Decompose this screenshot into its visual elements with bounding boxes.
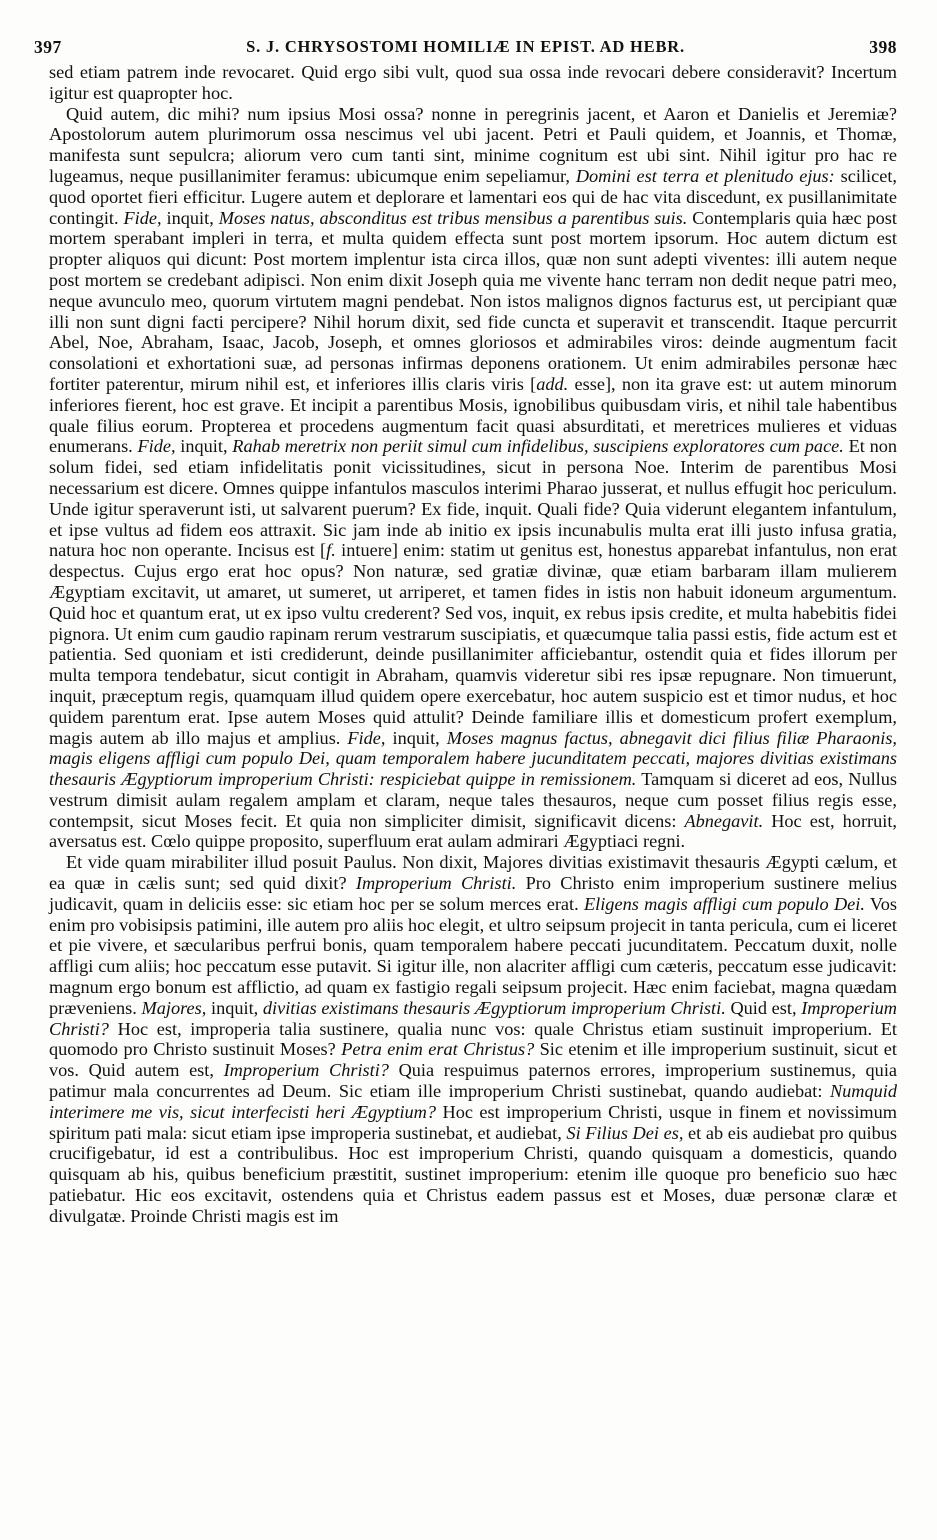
italic-text: Fide, (347, 727, 386, 748)
italic-text: Domini est terra et plenitudo ejus: (575, 165, 835, 186)
text-run: Tamquam si diceret ad eos, Nullus vestrum dimisit aulam regalem amplam et claram, neque tales thesauros, neque cum posset filius regis esse, contempsit, sicut Moses fecit. Et quia non simpliciter dimisit, significavit dicens: (49, 769, 897, 831)
italic-text: Improperium Christi. (355, 873, 517, 894)
text-run: inquit, (206, 997, 263, 1018)
italic-text: Numquid interimere me vis, sicut interfecisti heri Ægyptium? (49, 1081, 897, 1122)
italic-text: Moses natus, absconditus est tribus mensibus a parentibus suis. (218, 207, 688, 228)
text-run: inquit, (175, 436, 233, 457)
body-text (49, 62, 897, 1227)
text-run: Vos enim pro vobisipsis patimini, ille autem pro aliis hoc elegit, et ultro seipsum projecit in tanta pericula, cum ei liceret et pie vivere, et sæcularibus perfrui bonis, quam temporalem habere peccati jucunditatem. Peccatum duxit, nolle affligi cum aliis; hoc peccatum esse putavit. Si igitur ille, non alacriter affligi cum cæteris, peccatum esse judicavit: magnum ergo bonum est afflictio, ad quam ex fastigio regali seipsum projecit. Hæc enim faciebat, magna quædam præveniens. (49, 893, 897, 1018)
italic-text: Petra enim erat Christus? (341, 1039, 535, 1060)
text-run: inquit, (385, 727, 447, 748)
paragraph (49, 62, 897, 104)
italic-text: Abnegavit. (684, 810, 764, 831)
text-run: Hoc est improperium Christi, usque in finem et novissimum spiritum pati mala: sicut etiam ipse improperia sustinebat, et audiebat, (49, 1101, 897, 1143)
text-run: Pro Christo enim improperium sustinere melius judicavit, quam in deliciis esse: sic etiam hoc per se solum merces erat. (49, 873, 898, 914)
text-run: Contemplaris quia hæc post mortem sperabant impleri in terra, et multa quidem effecta sunt post mortem ipsorum. Hoc autem dictum est propter aliquos qui dicunt: Post mortem implentur ista circa illos, quæ non sunt adepti viventes: illi autem neque post mortem se credebant adipisci. Non enim dixit Joseph quia me vivente hanc terram non dedit neque patri meo, neque avunculo meo, quorum virtutem magni pendebat. Non istos malignos dignos facturus est, ut percipiant quæ illi non sunt digni facti percipere? Nihil horum dixit, sed fide cuncta et superavit et transcendit. Itaque percurrit Abel, Noe, Abraham, Isaac, Jacob, Joseph, et omnes gloriosos et admirabiles viros: deinde augmentum facit consolationi et exhortationi suæ, ad personas infirmas deponens orationem. Ut enim admirabiles personæ hæc fortiter paterentur, mirum nihil est, et inferiores illis claris viris [ (49, 207, 897, 394)
running-title: S. J. CHRYSOSTOMI HOMILIÆ IN EPIST. AD HEBR. (246, 37, 685, 56)
text-run: intuere] enim: statim ut genitus est, honestus apparebat infantulus, non erat despectus. Cujus ergo erat hoc opus? Non naturæ, sed gratiæ divinæ, quæ etiam barbaram illam mulierem Ægyptiam excitavit, ut amaret, ut sumeret, ut arriperet, et tamen fides in istis non habuit idoneum argumentum. Quid hoc et quantum erat, ut ex ipso vultu crederent? Sed vos, inquit, ex rebus ipsis credite, et multa habebitis fidei pignora. Ut enim cum gaudio rapinam rerum vestrarum suscipiatis, et quæcumque talia passi estis, fide actum est et patientia. Sed quoniam et isti crediderunt, deinde pusillanimiter afficiebantur, ostendit quia et fides illorum per multa tempora tendebatur, sicut contigit in Abraham, quamvis videretur sibi res ipsæ repugnare. Non timuerunt, inquit, præceptum regis, quamquam illud quidem opere exercebatur, hoc autem suspicio est et timor nudus, et hoc quidem parentum erat. Ipse autem Moses quid attulit? Deinde familiare illis et domesticum profert exemplum, magis autem ab illo majus et amplius. (49, 540, 898, 748)
text-run: esse], non ita grave est: ut autem minorum inferiores fierent, hoc est grave. Et incipit a parentibus Mosis, ignobilibus quibusdam viris, et nihil tale habentibus quale filius eorum. Propterea et procedens augmentum facit quasi absurditati, et meretrices mulieres et viduas enumerans. (49, 373, 897, 457)
italic-text: add. (536, 373, 569, 394)
text-run: Quid autem, dic mihi? num ipsius Mosi ossa? nonne in peregrinis jacent, et Aaron et Danielis et Jeremiæ? Apostolorum autem plurimorum ossa nescimus vel ubi jacent. Petri et Pauli quidem, et Joannis, et Thomæ, manifesta sunt sepulcra; aliorum vero cum tanti sint, minime cognitum est ubi sint. Nihil igitur pro hac re lugeamus, neque pusillanimiter feramus: ubicumque enim sepeliamur, (49, 103, 897, 186)
text-run: et ab eis audiebat pro quibus crucifigebatur, id est a contribulibus. Hoc est improperium Christi, quando quisquam a domesticis, quando quisquam ab his, quibus beneficium præstitit, sustinet improperium: etenim ille quoque pro beneficio suo hæc patiebatur. Hic eos excitavit, ostendens quia et Christus eadem passus est et Moses, duæ personæ claræ et divulgatæ. Proinde Christi magis est im (49, 1122, 897, 1226)
text-run: Sic etenim et ille improperium sustinuit, sicut et vos. Quid autem est, (49, 1039, 897, 1081)
paragraph (49, 104, 897, 853)
italic-text: Rahab meretrix non periit simul cum infidelibus, suscipiens exploratores cum pace. (232, 436, 844, 457)
italic-text: Improperium Christi? (223, 1060, 389, 1081)
italic-text: Majores, (141, 997, 207, 1018)
italic-text: Improperium Christi? (49, 997, 898, 1039)
text-run: Quid est, (725, 997, 802, 1018)
italic-text: Moses magnus factus, abnegavit dici filius filiæ Pharaonis, magis eligens affligi cum populo Dei, quam temporalem habere jucunditatem peccati, majores divitias existimans thesauris Ægyptiorum improperium Christi: respiciebat quippe in remissionem. (49, 727, 897, 790)
text-run: Et non solum fidei, sed etiam infidelitatis ponit vicissitudines, sicut in persona Noe. Interim de parentibus Mosi necessarium est dicere. Omnes quippe infantulos masculos interimi Pharao jusserat, et nullus effugit hoc periculum. Unde igitur speraverunt isti, ut salvarent puerum? Ex fide, inquit. Quali fide? Quia viderunt elegantem infantulum, et ipse vultus ad fidem eos attraxit. Sic jam inde ab initio ex ipsis incunabulis multa erat illi justo infusa gratia, natura hoc non operante. Incisus est [ (49, 436, 898, 561)
running-header (34, 34, 897, 60)
italic-text: Fide, (123, 207, 162, 228)
italic-text: Si Filius Dei es, (566, 1122, 684, 1143)
text-run: Et vide quam mirabiliter illud posuit Paulus. Non dixit, Majores divitias existimavit thesauris Ægypti cælum, et ea quæ in cælis sunt; sed quid dixit? (49, 852, 897, 894)
text-run: inquit, (161, 207, 219, 228)
italic-text: divitias existimans thesauris Ægyptiorum improperium Christi. (262, 997, 726, 1018)
text-run: Hoc est, horruit, aversatus est. Cœlo quippe proposito, superfluum erat aulam admirari Ægyptiaci regni. (49, 810, 897, 852)
italic-text: f. (326, 540, 336, 561)
page-number-right: 398 (869, 36, 897, 57)
paragraph (49, 852, 897, 1226)
italic-text: Eligens magis affligi cum populo Dei. (583, 893, 865, 914)
page-number-left: 397 (34, 36, 62, 57)
text-run: sed etiam patrem inde revocaret. Quid ergo sibi vult, quod sua ossa inde revocari debere consideravit? Incertum igitur est quapropter hoc. (49, 62, 897, 103)
italic-text: Fide, (137, 436, 176, 457)
text-run: Quia respuimus paternos errores, improperium sustinemus, quia patimur mala concurrentes ad Deum. Sic etiam ille improperium Christi sustinebat, quando audiebat: (49, 1060, 898, 1102)
text-run: scilicet, quod oportet fieri efficitur. Lugere autem et deplorare et lamentari eos qui de hac vita discedunt, ex pusillanimitate contingit. (49, 165, 897, 228)
text-run: Hoc est, improperia talia sustinere, qualia nunc vos: quale Christus etiam sustinuit improperium. Et quomodo pro Christo sustinuit Moses? (49, 1018, 897, 1060)
